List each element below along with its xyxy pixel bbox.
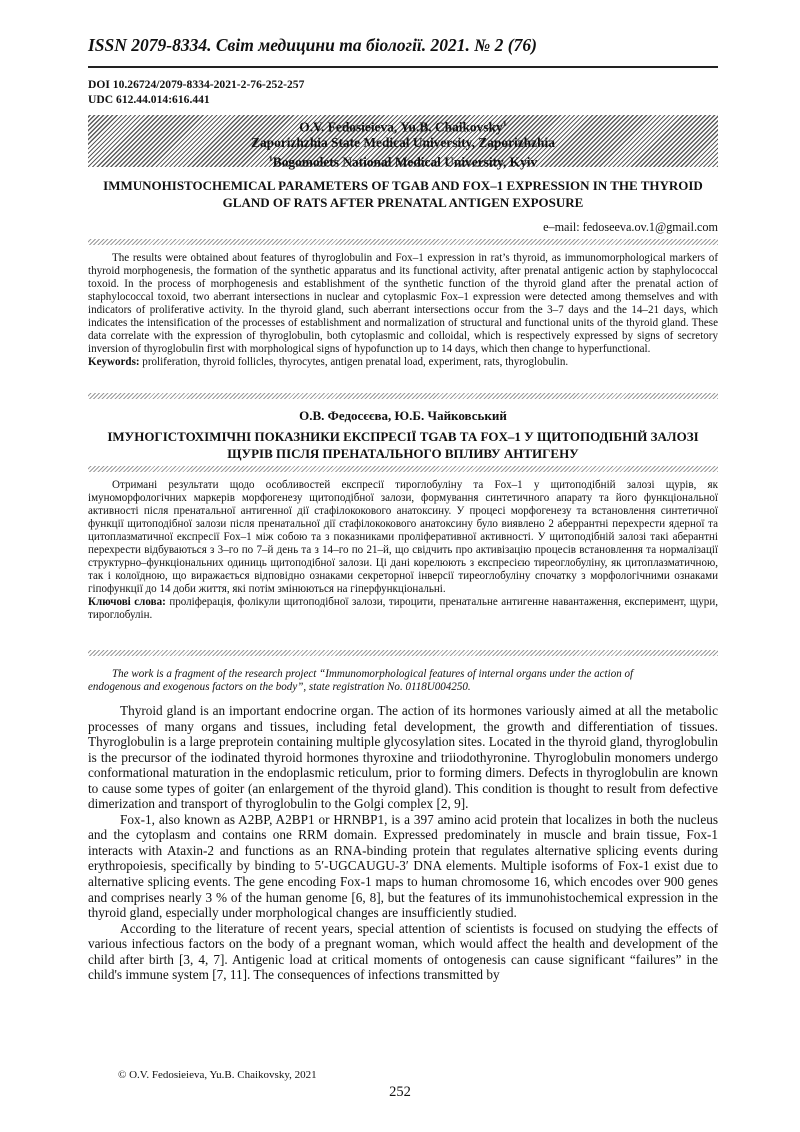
abstract-ua-bottom-divider [88,650,718,656]
abstract-ua-text: Отримані результати щодо особливостей експресії тироглобуліну та Fox–1 у щитоподібній залозі щурів, як імуноморфологічних маркерів морфогенезу щитоподібної залози, формування синтетичного апарату та його функціональної активності після пренатальної антигенної дії стафілококового анатоксину. У процесі морфогенезу та встановлення синтетичної функції щитоподібної залози після пренатальної дії стафілококового анатоксину було виявлено 2 аберрантні перехрести ядерної та цитоплазматичної експресії Fox–1 між собою та з показниками проліферативної активності. У щитоподібній залозі такі аберантні перехрести відбуваються з 3–го по 7–й день та з 14–го по 21–й, що свідчить про активізацію процесів встановлення та нормалізації структурно–функціональних одиниць щитоподібної залози. Ці дані корелюють з експресією тиреоглобуліну, як цитоплазматичною, так і колоїдною, що виражається відповідно ознаками секреторної інверсії тиреоглобуліну спочатку з морфологічними ознаками гіпофункції до 14 доби життя, які потім змінюються на гіперфункціональні. [88,479,718,595]
article-title-ua: ІМУНОГІСТОХІМІЧНІ ПОКАЗНИКИ ЕКСПРЕСІЇ TGAB ТА FOX–1 У ЩИТОПОДІБНІЙ ЗАЛОЗІ ЩУРІВ ПІСЛЯ ПРЕНАТАЛЬНОГО ВПЛИВУ АНТИГЕНУ [107,429,699,461]
doi[interactable]: DOI 10.26724/2079-8334-2021-2-76-252-257 [88,78,305,91]
authors-ua: О.В. Федосєєва, Ю.Б. Чайковський [299,408,507,423]
abstract-en-bottom-divider [88,393,718,399]
project-note-line1: The work is a fragment of the research project “Immunomorphological features of internal organs under the action of [112,668,634,680]
affiliation-2-sup: 1 [268,154,273,164]
authors-en-names: O.V. Fedosieieva, Yu.B. Chaikovsky [299,119,503,135]
body-paragraph-2: Fox-1, also known as A2BP, A2BP1 or HRNBP1, is a 397 amino acid protein that localizes in both the nucleus and the cytoplasm and contains one RRM domain. Expressed predominately in muscle and brain tissue, Fox-1 interacts with Ataxin-2 and functions as an RNA-binding protein that regulates alternative splicing events during erythropoiesis, specifically by binding to 5′-UGCAUGU-3′ DNA elements. Multiple isoforms of Fox-1 exist due to alternative splicing events. The gene encoding Fox-1 maps to human chromosome 16, which encodes over 900 genes and comprises nearly 3 % of the human genome [6, 8], but the features of its immunohistochemical expression in the thyroid gland, especially under morphological changes are insufficiently studied. [88,811,718,921]
body-paragraph-1: Thyroid gland is an important endocrine organ. The action of its hormones variously aimed at all the metabolic processes of many organs and tissues, including fetal development, the growth and differentiation of tissues. Thyroglobulin is a large preprotein containing multiple glycosylation sites. Located in the thyroid gland, thyroglobulin is the precursor of the iodinated thyroid hormones thyroxine and triiodothyronine. Thyroglobulin monomers undergo conformational maturation in the endoplasmic reticulum, prior to forming dimers. Defects in thyroglobulin are known to cause some types of goiter (an enlargement of the thyroid gland). This condition is thought to result from defective dimerization and transport of thyroglobulin to the Golgi complex [2, 9]. [88,703,718,812]
keywords-ua [88,596,718,622]
authors-en-sup: 1 [502,119,507,128]
affiliation-2-text: Bogomolets National Medical University, Kyiv [272,154,538,170]
body-paragraph-3: According to the literature of recent years, special attention of scientists is focused on studying the effects of various infectious factors on the body of a pregnant woman, which would affect the health and development of the child after birth [3, 4, 7]. Antigenic load at critical moments of ontogenesis can cause significant “failures” in the child's immune system [7, 11]. The consequences of infections transmitted by [88,920,718,983]
project-note [88,668,718,694]
keywords-en [88,356,718,369]
keywords-en-label: Keywords: [88,355,140,368]
header-rule [88,66,718,68]
abstract-ua-divider [88,466,718,472]
journal-header: ISSN 2079-8334. Світ медицини та біології. 2021. № 2 (76) [88,35,537,55]
keywords-ua-text: проліферація, фолікули щитоподібної залози, тироцити, пренатальне антигенне навантаження, експеримент, щури, тироглобулін. [88,595,718,621]
page-number: 252 [389,1084,411,1100]
article-title-en: IMMUNOHISTOCHEMICAL PARAMETERS OF TGAB AND FOX–1 EXPRESSION IN THE THYROID GLAND OF RATS AFTER PRENATAL ANTIGEN EXPOSURE [103,178,703,210]
udc: UDC 612.44.014:616.441 [88,93,210,106]
article-body [88,703,718,983]
author-affiliation-block [88,116,718,171]
abstract-en-divider [88,239,718,245]
keywords-en-text: proliferation, thyroid follicles, thyrocytes, antigen prenatal load, experiment, rats, thyroglobulin. [139,355,569,368]
affiliation-2 [88,151,718,170]
abstract-ua [88,479,718,621]
abstract-en [88,252,718,369]
copyright: © O.V. Fedosieieva, Yu.B. Chaikovsky, 2021 [118,1069,317,1081]
abstract-en-text: The results were obtained about features of thyroglobulin and Fox–1 expression in rat’s thyroid, as immunomorphological markers of thyroid morphogenesis, the formation of the synthetic apparatus and its functional activity, after prenatal antigenic action by staphylococcal toxoid. In the process of morphogenesis and establishment of the synthetic function of the thyroid gland after the prenatal action of staphylococcal toxoid, two aberrant intersections in nuclear and cytoplasmic Fox–1 expression were detected among themselves and with indicators of proliferative activity. In the thyroid gland, such aberrant intersections occur from the 3–7 days and the 14–21 days, which indicates the intensification of the processes of establishment and normalization of structural and functional units of the thyroid gland. These data correlate with the expression of thyroglobulin, both cytoplasmic and colloidal, which is respectively expressed by signs of secretory inversion of thyroglobulin first with morphological signs of hypofunction up to 14 days, which then change to hyperfunctional. [88,252,718,355]
keywords-ua-label: Ключові слова: [88,595,166,608]
affiliation-1: Zaporizhzhia State Medical University, Zaporizhzhia [251,135,555,151]
project-note-line2: endogenous and exogenous factors on the body”, state registration No. 0118U004250. [88,681,471,693]
authors-en [88,116,718,135]
author-email[interactable]: e–mail: fedoseeva.ov.1@gmail.com [543,220,718,234]
